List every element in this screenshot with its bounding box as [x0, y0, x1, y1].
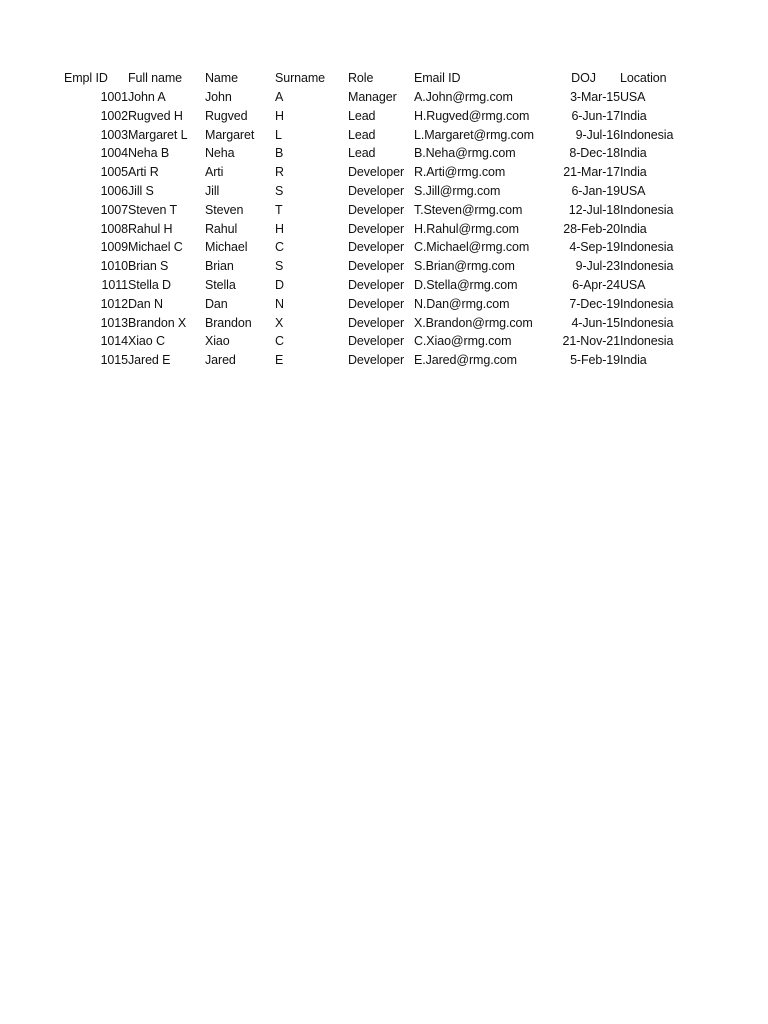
- cell-role: Developer: [348, 296, 405, 311]
- cell-name: Margaret: [205, 127, 255, 142]
- cell-surname: E: [275, 353, 284, 368]
- cell-empl-id: 1005: [100, 165, 128, 180]
- cell-empl-id: 1002: [100, 108, 128, 123]
- header-role: Role: [348, 71, 374, 85]
- table-row: [64, 201, 690, 220]
- table-row: [64, 257, 690, 276]
- cell-name: Brandon: [205, 315, 252, 330]
- cell-full-name: Brandon X: [128, 315, 187, 330]
- cell-doj: 28-Feb-20: [563, 221, 620, 236]
- cell-full-name: Stella D: [128, 277, 171, 292]
- table-row: [64, 107, 690, 126]
- cell-doj: 21-Mar-17: [563, 165, 620, 180]
- table-body: [64, 88, 690, 370]
- cell-email-id: N.Dan@rmg.com: [414, 296, 510, 311]
- cell-email-id: X.Brandon@rmg.com: [414, 315, 533, 330]
- table-row: [64, 220, 690, 239]
- cell-email-id: L.Margaret@rmg.com: [414, 127, 534, 142]
- table-row: [64, 88, 690, 107]
- cell-name: Michael: [205, 240, 248, 255]
- cell-doj: 21-Nov-21: [562, 334, 620, 349]
- cell-surname: C: [275, 334, 284, 349]
- cell-full-name: Michael C: [128, 240, 183, 255]
- cell-role: Developer: [348, 202, 405, 217]
- cell-location: Indonesia: [620, 334, 674, 349]
- cell-surname: L: [275, 127, 282, 142]
- header-doj: DOJ: [571, 71, 596, 85]
- cell-doj: 12-Jul-18: [568, 202, 620, 217]
- table-row: [64, 276, 690, 295]
- cell-role: Developer: [348, 221, 405, 236]
- cell-role: Developer: [348, 240, 405, 255]
- cell-role: Manager: [348, 90, 397, 104]
- cell-surname: R: [275, 165, 284, 180]
- cell-empl-id: 1010: [100, 259, 128, 274]
- cell-surname: H: [275, 108, 284, 123]
- cell-role: Developer: [348, 165, 405, 180]
- cell-surname: H: [275, 221, 284, 236]
- cell-name: Brian: [205, 259, 234, 274]
- header-surname: Surname: [275, 71, 326, 85]
- table-row: [64, 163, 690, 182]
- employee-table: [64, 68, 690, 370]
- cell-location: USA: [620, 277, 646, 292]
- cell-surname: B: [275, 146, 284, 161]
- cell-surname: S: [275, 259, 284, 274]
- cell-location: India: [620, 108, 647, 123]
- cell-empl-id: 1013: [100, 315, 128, 330]
- cell-doj: 6-Apr-24: [572, 277, 620, 292]
- cell-location: India: [620, 353, 647, 368]
- cell-empl-id: 1004: [100, 146, 128, 161]
- cell-surname: A: [275, 90, 284, 104]
- cell-doj: 6-Jun-17: [571, 108, 620, 123]
- cell-role: Developer: [348, 277, 405, 292]
- cell-role: Developer: [348, 353, 405, 368]
- cell-email-id: B.Neha@rmg.com: [414, 146, 516, 161]
- cell-name: Dan: [205, 296, 228, 311]
- cell-email-id: H.Rahul@rmg.com: [414, 221, 519, 236]
- cell-doj: 5-Feb-19: [570, 353, 620, 368]
- cell-location: USA: [620, 90, 646, 104]
- cell-empl-id: 1015: [100, 353, 128, 368]
- cell-name: Steven: [205, 202, 244, 217]
- header-email-id: Email ID: [414, 71, 461, 85]
- cell-location: Indonesia: [620, 259, 674, 274]
- header-location: Location: [620, 71, 667, 85]
- cell-name: Stella: [205, 277, 236, 292]
- table-row: [64, 332, 690, 351]
- cell-surname: C: [275, 240, 284, 255]
- cell-full-name: Rahul H: [128, 221, 173, 236]
- cell-email-id: S.Brian@rmg.com: [414, 259, 515, 274]
- header-full-name: Full name: [128, 71, 182, 85]
- cell-empl-id: 1006: [100, 183, 128, 198]
- header-row: [64, 68, 690, 88]
- cell-empl-id: 1009: [100, 240, 128, 255]
- cell-email-id: A.John@rmg.com: [414, 90, 513, 104]
- cell-full-name: Jill S: [128, 183, 154, 198]
- cell-email-id: C.Xiao@rmg.com: [414, 334, 512, 349]
- cell-name: John: [205, 90, 232, 104]
- cell-location: Indonesia: [620, 202, 674, 217]
- cell-role: Developer: [348, 315, 405, 330]
- cell-location: USA: [620, 183, 646, 198]
- cell-full-name: Xiao C: [128, 334, 165, 349]
- cell-location: Indonesia: [620, 127, 674, 142]
- table-row: [64, 351, 690, 370]
- cell-doj: 4-Sep-19: [569, 240, 620, 255]
- cell-doj: 7-Dec-19: [569, 296, 620, 311]
- cell-name: Jared: [205, 353, 236, 368]
- cell-name: Jill: [205, 183, 220, 198]
- table-row: [64, 295, 690, 314]
- cell-full-name: Margaret L: [128, 127, 188, 142]
- cell-full-name: Steven T: [128, 202, 177, 217]
- cell-name: Xiao: [205, 334, 230, 349]
- cell-empl-id: 1014: [100, 334, 128, 349]
- cell-role: Lead: [348, 146, 376, 161]
- cell-empl-id: 1001: [100, 90, 128, 104]
- cell-empl-id: 1007: [100, 202, 128, 217]
- cell-role: Lead: [348, 127, 376, 142]
- cell-full-name: John A: [128, 90, 166, 104]
- cell-doj: 8-Dec-18: [569, 146, 620, 161]
- cell-doj: 9-Jul-23: [575, 259, 620, 274]
- cell-doj: 4-Jun-15: [571, 315, 620, 330]
- cell-name: Neha: [205, 146, 235, 161]
- cell-empl-id: 1012: [100, 296, 128, 311]
- cell-role: Developer: [348, 183, 405, 198]
- cell-surname: X: [275, 315, 284, 330]
- cell-role: Developer: [348, 334, 405, 349]
- cell-empl-id: 1008: [100, 221, 128, 236]
- cell-location: India: [620, 146, 647, 161]
- cell-location: India: [620, 221, 647, 236]
- cell-email-id: D.Stella@rmg.com: [414, 277, 518, 292]
- table-row: [64, 126, 690, 145]
- cell-location: Indonesia: [620, 315, 674, 330]
- cell-role: Developer: [348, 259, 405, 274]
- cell-email-id: T.Steven@rmg.com: [414, 202, 523, 217]
- cell-email-id: E.Jared@rmg.com: [414, 353, 517, 368]
- cell-full-name: Rugved H: [128, 108, 183, 123]
- cell-name: Arti: [205, 165, 224, 180]
- cell-surname: N: [275, 296, 284, 311]
- header-empl-id: Empl ID: [64, 71, 108, 85]
- table-row: [64, 238, 690, 257]
- cell-full-name: Brian S: [128, 259, 169, 274]
- table-row: [64, 182, 690, 201]
- cell-doj: 6-Jan-19: [571, 183, 620, 198]
- cell-email-id: C.Michael@rmg.com: [414, 240, 530, 255]
- cell-surname: D: [275, 277, 284, 292]
- cell-doj: 3-Mar-15: [570, 90, 620, 104]
- cell-empl-id: 1003: [100, 127, 128, 142]
- cell-name: Rugved: [205, 108, 248, 123]
- cell-full-name: Dan N: [128, 296, 163, 311]
- cell-email-id: H.Rugved@rmg.com: [414, 108, 530, 123]
- cell-email-id: R.Arti@rmg.com: [414, 165, 506, 180]
- cell-email-id: S.Jill@rmg.com: [414, 183, 501, 198]
- cell-name: Rahul: [205, 221, 238, 236]
- table-row: [64, 314, 690, 333]
- cell-location: India: [620, 165, 647, 180]
- cell-full-name: Arti R: [128, 165, 159, 180]
- cell-doj: 9-Jul-16: [575, 127, 620, 142]
- cell-location: Indonesia: [620, 240, 674, 255]
- cell-full-name: Neha B: [128, 146, 170, 161]
- cell-surname: T: [275, 202, 283, 217]
- cell-full-name: Jared E: [128, 353, 171, 368]
- cell-role: Lead: [348, 108, 376, 123]
- header-name: Name: [205, 71, 238, 85]
- table-row: [64, 144, 690, 163]
- cell-empl-id: 1011: [101, 277, 128, 292]
- cell-surname: S: [275, 183, 284, 198]
- cell-location: Indonesia: [620, 296, 674, 311]
